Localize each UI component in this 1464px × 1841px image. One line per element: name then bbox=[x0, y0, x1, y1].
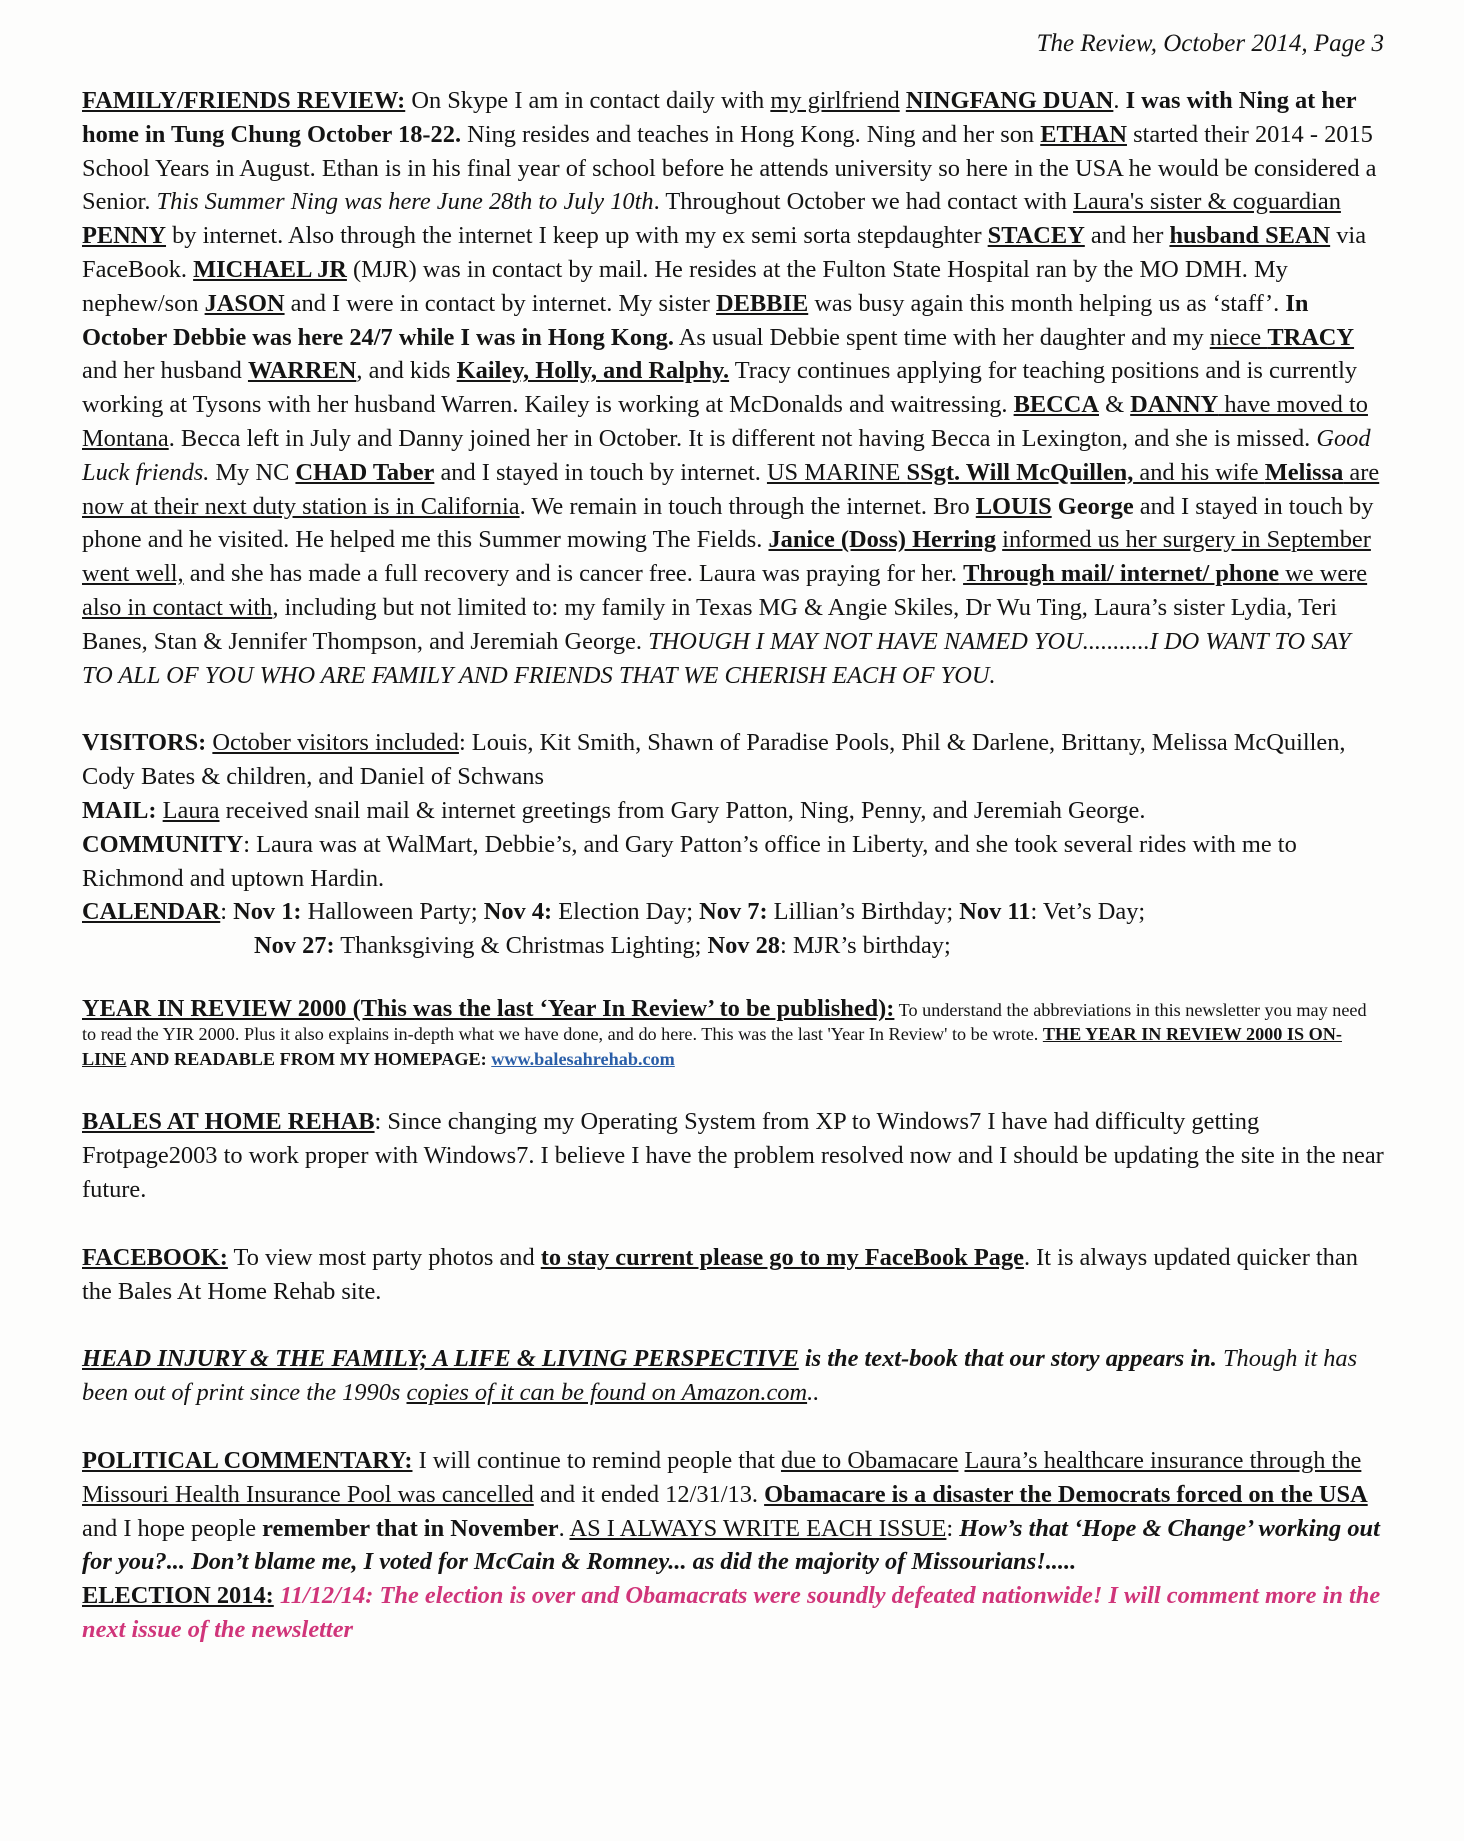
family-run: my girlfriend bbox=[770, 87, 900, 114]
family-friends-review bbox=[82, 84, 1384, 692]
facebook-run: . It is always updated quicker than the Bales At Home Rehab site. bbox=[82, 1243, 1358, 1305]
political-run: due to Obamacare bbox=[780, 1447, 959, 1474]
calendar1-run: Nov 7: bbox=[699, 898, 768, 926]
family-run: BECCA bbox=[1013, 391, 1099, 419]
calendar2-run: Thanksgiving & Christmas Lighting; bbox=[334, 932, 708, 960]
election-run: 11/12/14: The election is over and Obamacrats were soundly defeated nationwide! I will comment more in the next issue of the newsletter bbox=[82, 1582, 1381, 1643]
mail-run: received snail mail & internet greetings from Gary Patton, Ning, Penny, and Jeremiah George. bbox=[219, 796, 1146, 824]
political-run: POLITICAL COMMENTARY: bbox=[82, 1447, 413, 1474]
election-2014-section bbox=[82, 1579, 1384, 1647]
family-run: MICHAEL JR bbox=[193, 255, 347, 283]
family-run: and I stayed in touch by phone and he visited. He helped me this Summer mowing The Fields. bbox=[82, 492, 1374, 554]
political-run: and I hope people bbox=[82, 1514, 263, 1542]
family-run: JASON bbox=[204, 289, 285, 317]
family-run: WARREN bbox=[247, 357, 357, 385]
calendar1-run: CALENDAR bbox=[82, 898, 221, 926]
family-run: I was with Ning at her home in Tung Chung October 18-22. bbox=[82, 87, 1357, 148]
calendar2-run: Nov 27: bbox=[254, 932, 335, 960]
family-run: informed us her surgery in September went well, bbox=[82, 526, 1371, 588]
family-run: and I stayed in touch by internet. bbox=[434, 458, 767, 486]
headinjury-run: .. bbox=[807, 1379, 820, 1407]
head-injury-section bbox=[82, 1342, 1384, 1410]
family-run: are now at their next duty station is in California bbox=[82, 458, 1380, 520]
family-run: and her husband bbox=[82, 357, 248, 385]
family-run: via FaceBook. bbox=[82, 222, 1367, 283]
family-run: was busy again this month helping us as ‘staff’. bbox=[808, 289, 1286, 317]
headinjury-run: is the text-book that our story appears in. bbox=[798, 1345, 1217, 1373]
facebook-section bbox=[82, 1241, 1384, 1309]
family-run: have moved to Montana bbox=[82, 391, 1368, 452]
family-run: Through mail/ internet/ phone bbox=[963, 560, 1280, 588]
family-run: , including but not limited to: my family in Texas MG & Angie Skiles, Dr Wu Ting, Laura’s sister Lydia, Teri Banes, Stan & Jennifer Thompson, and Jeremiah George. bbox=[82, 593, 1338, 655]
calendar2-run: : MJR’s birthday; bbox=[780, 932, 951, 960]
family-run: In October Debbie was here 24/7 while I was in Hong Kong. bbox=[82, 289, 1309, 351]
family-run: & bbox=[1099, 391, 1131, 419]
family-run: US MARINE bbox=[766, 458, 907, 486]
family-run: SSgt. Will McQuillen, bbox=[906, 458, 1134, 486]
newsletter-page bbox=[82, 30, 1384, 1647]
family-run: ETHAN bbox=[1040, 120, 1127, 148]
headinjury-run: Though it has been out of print since the 1990s bbox=[82, 1345, 1358, 1407]
family-run: As usual Debbie spent time with her daughter and my bbox=[673, 323, 1210, 351]
family-run: STACEY bbox=[987, 222, 1085, 250]
facebook-run: FACEBOOK: bbox=[82, 1243, 228, 1271]
headinjury-run: copies of it can be found on Amazon.com bbox=[406, 1379, 808, 1407]
mail-run: Laura bbox=[162, 796, 220, 824]
calendar1-run: Election Day; bbox=[552, 898, 700, 926]
political-commentary-section bbox=[82, 1444, 1384, 1579]
political-run: and it ended 12/31/13. bbox=[533, 1480, 765, 1508]
family-run: we were also in contact with bbox=[82, 560, 1368, 621]
community-section bbox=[82, 828, 1384, 896]
calendar1-run: Halloween Party; bbox=[301, 898, 484, 926]
family-run: . Becca left in July and Danny joined her in October. It is different not having Becca in Lexington, and she is missed. bbox=[168, 424, 1317, 452]
family-run: and I were in contact by internet. My sister bbox=[284, 289, 717, 317]
family-run: started their 2014 - 2015 School Years in August. Ethan is in his final year of school before he attends university so here in the USA he would be considered a Senior. bbox=[82, 120, 1377, 216]
family-run: My NC bbox=[209, 458, 296, 486]
family-run: and her bbox=[1084, 222, 1170, 250]
family-run: Kailey, Holly, and Ralphy. bbox=[456, 357, 730, 385]
year-in-review-section bbox=[82, 994, 1384, 1072]
family-run: DEBBIE bbox=[716, 289, 809, 317]
facebook-run: To view most party photos and bbox=[227, 1243, 541, 1271]
family-run: . We remain in touch through the internet. Bro bbox=[519, 492, 976, 520]
calendar1-run: Lillian’s Birthday; bbox=[767, 898, 960, 926]
political-run: Obamacare is a disaster the Democrats forced on the USA bbox=[764, 1480, 1368, 1508]
family-run: George bbox=[1051, 492, 1134, 520]
calendar-line-2 bbox=[82, 929, 1384, 963]
mail-run: MAIL: bbox=[82, 796, 157, 824]
family-run: Janice (Doss) Herring bbox=[768, 526, 997, 554]
family-run: PENNY bbox=[82, 222, 167, 250]
political-run: remember that in November bbox=[262, 1514, 559, 1542]
bales-run: : Since changing my Operating System from XP to Windows7 I have had difficulty getting Frotpage2003 to work proper with Windows7. I believe I have the problem resolved now and I should be updating the site in the near future. bbox=[82, 1108, 1384, 1204]
family-run: On Skype I am in contact daily with bbox=[405, 87, 771, 114]
family-run: husband SEAN bbox=[1169, 222, 1331, 250]
political-run: Laura’s healthcare insurance through the Missouri Health Insurance Pool was cancelled bbox=[82, 1447, 1362, 1508]
political-run: : bbox=[946, 1514, 960, 1542]
yir-run: To understand the abbreviations in this newsletter you may need to read the YIR 2000. Plus it also explains in-depth what we have done, and do here. This was the last 'Year In Review' to be wrote. bbox=[82, 999, 1367, 1045]
family-run: DANNY bbox=[1130, 391, 1219, 419]
family-run: TRACY bbox=[1267, 323, 1355, 351]
political-run: AS I ALWAYS WRITE EACH ISSUE bbox=[569, 1514, 947, 1542]
bales-run: BALES AT HOME REHAB bbox=[82, 1108, 375, 1136]
year-in-review-heading: YEAR IN REVIEW 2000 (This was the last ‘Year In Review’ to be published): bbox=[82, 994, 895, 1022]
family-run: NINGFANG DUAN bbox=[905, 87, 1114, 114]
community-run: : Laura was at WalMart, Debbie’s, and Gary Patton’s office in Liberty, and she took several rides with me to Richmond and uptown Hardin. bbox=[82, 830, 1297, 892]
family-run: by internet. Also through the internet I keep up with my ex semi sorta stepdaughter bbox=[166, 222, 988, 250]
family-run: and his wife bbox=[1133, 458, 1265, 486]
yir-run[interactable]: www.balesahrehab.com bbox=[491, 1048, 675, 1069]
family-run: . Throughout October we had contact with bbox=[653, 188, 1074, 216]
family-run: and she has made a full recovery and is cancer free. Laura was praying for her. bbox=[183, 560, 964, 588]
page-header: The Review, October 2014, Page 3 bbox=[1036, 30, 1384, 57]
visitors-run: October visitors included bbox=[212, 729, 459, 757]
calendar2-run: Nov 28 bbox=[707, 932, 780, 960]
family-run: CHAD Taber bbox=[295, 458, 435, 486]
political-run: . bbox=[558, 1514, 570, 1542]
visitors-section bbox=[82, 726, 1384, 794]
family-run: This Summer Ning was here June 28th to July 10th bbox=[156, 188, 654, 216]
calendar1-run: Nov 1: bbox=[233, 898, 302, 926]
calendar1-run: : Vet’s Day; bbox=[1030, 898, 1146, 926]
calendar1-run: : bbox=[220, 898, 234, 926]
yir-run: AND READABLE FROM MY HOMEPAGE: bbox=[126, 1048, 492, 1069]
visitors-run: : Louis, Kit Smith, Shawn of Paradise Pools, Phil & Darlene, Brittany, Melissa McQuillen, Cody Bates & children, and Daniel of Schwans bbox=[82, 729, 1346, 791]
political-run: I will continue to remind people that bbox=[412, 1447, 781, 1474]
family-run: Tracy continues applying for teaching positions and is currently working at Tysons with her husband Warren. Kailey is working at McDonalds and waitressing. bbox=[82, 357, 1358, 419]
family-run: . bbox=[1113, 87, 1126, 114]
family-run: , and kids bbox=[356, 357, 457, 385]
community-run: COMMUNITY bbox=[82, 830, 244, 858]
calendar1-run: Nov 4: bbox=[483, 898, 553, 926]
family-run: THOUGH I MAY NOT HAVE NAMED YOU...........I DO WANT TO SAY TO ALL OF YOU WHO ARE FAMILY AND FRIENDS THAT WE CHERISH EACH OF YOU. bbox=[82, 627, 1351, 689]
visitors-run: VISITORS: bbox=[82, 729, 207, 757]
family-run: niece bbox=[1209, 323, 1268, 351]
political-run: How’s that ‘Hope & Change’ working out for you?... Don’t blame me, I voted for McCain & Romney... as did the majority of Missourians!..... bbox=[82, 1514, 1380, 1576]
mail-section bbox=[82, 794, 1384, 828]
facebook-run: to stay current please go to my FaceBook Page bbox=[540, 1243, 1024, 1271]
family-run: FAMILY/FRIENDS REVIEW: bbox=[82, 87, 406, 114]
family-run: Good Luck friends. bbox=[82, 424, 1371, 486]
yir-run: THE YEAR IN REVIEW 2000 IS ON-LINE bbox=[82, 1024, 1342, 1069]
family-run: Melissa bbox=[1264, 458, 1344, 486]
family-run: LOUIS bbox=[975, 492, 1052, 520]
election-run: ELECTION 2014: bbox=[82, 1582, 274, 1610]
calendar1-run: Nov 11 bbox=[959, 898, 1031, 926]
family-run: (MJR) was in contact by mail. He resides at the Fulton State Hospital ran by the MO DMH. My nephew/son bbox=[82, 255, 1288, 317]
bales-at-home-rehab-section bbox=[82, 1105, 1384, 1206]
family-run: Laura's sister & coguardian bbox=[1073, 188, 1341, 216]
calendar-line-1 bbox=[82, 895, 1384, 929]
family-run: Ning resides and teaches in Hong Kong. Ning and her son bbox=[461, 120, 1041, 148]
headinjury-run: HEAD INJURY & THE FAMILY; A LIFE & LIVING PERSPECTIVE bbox=[82, 1345, 799, 1373]
